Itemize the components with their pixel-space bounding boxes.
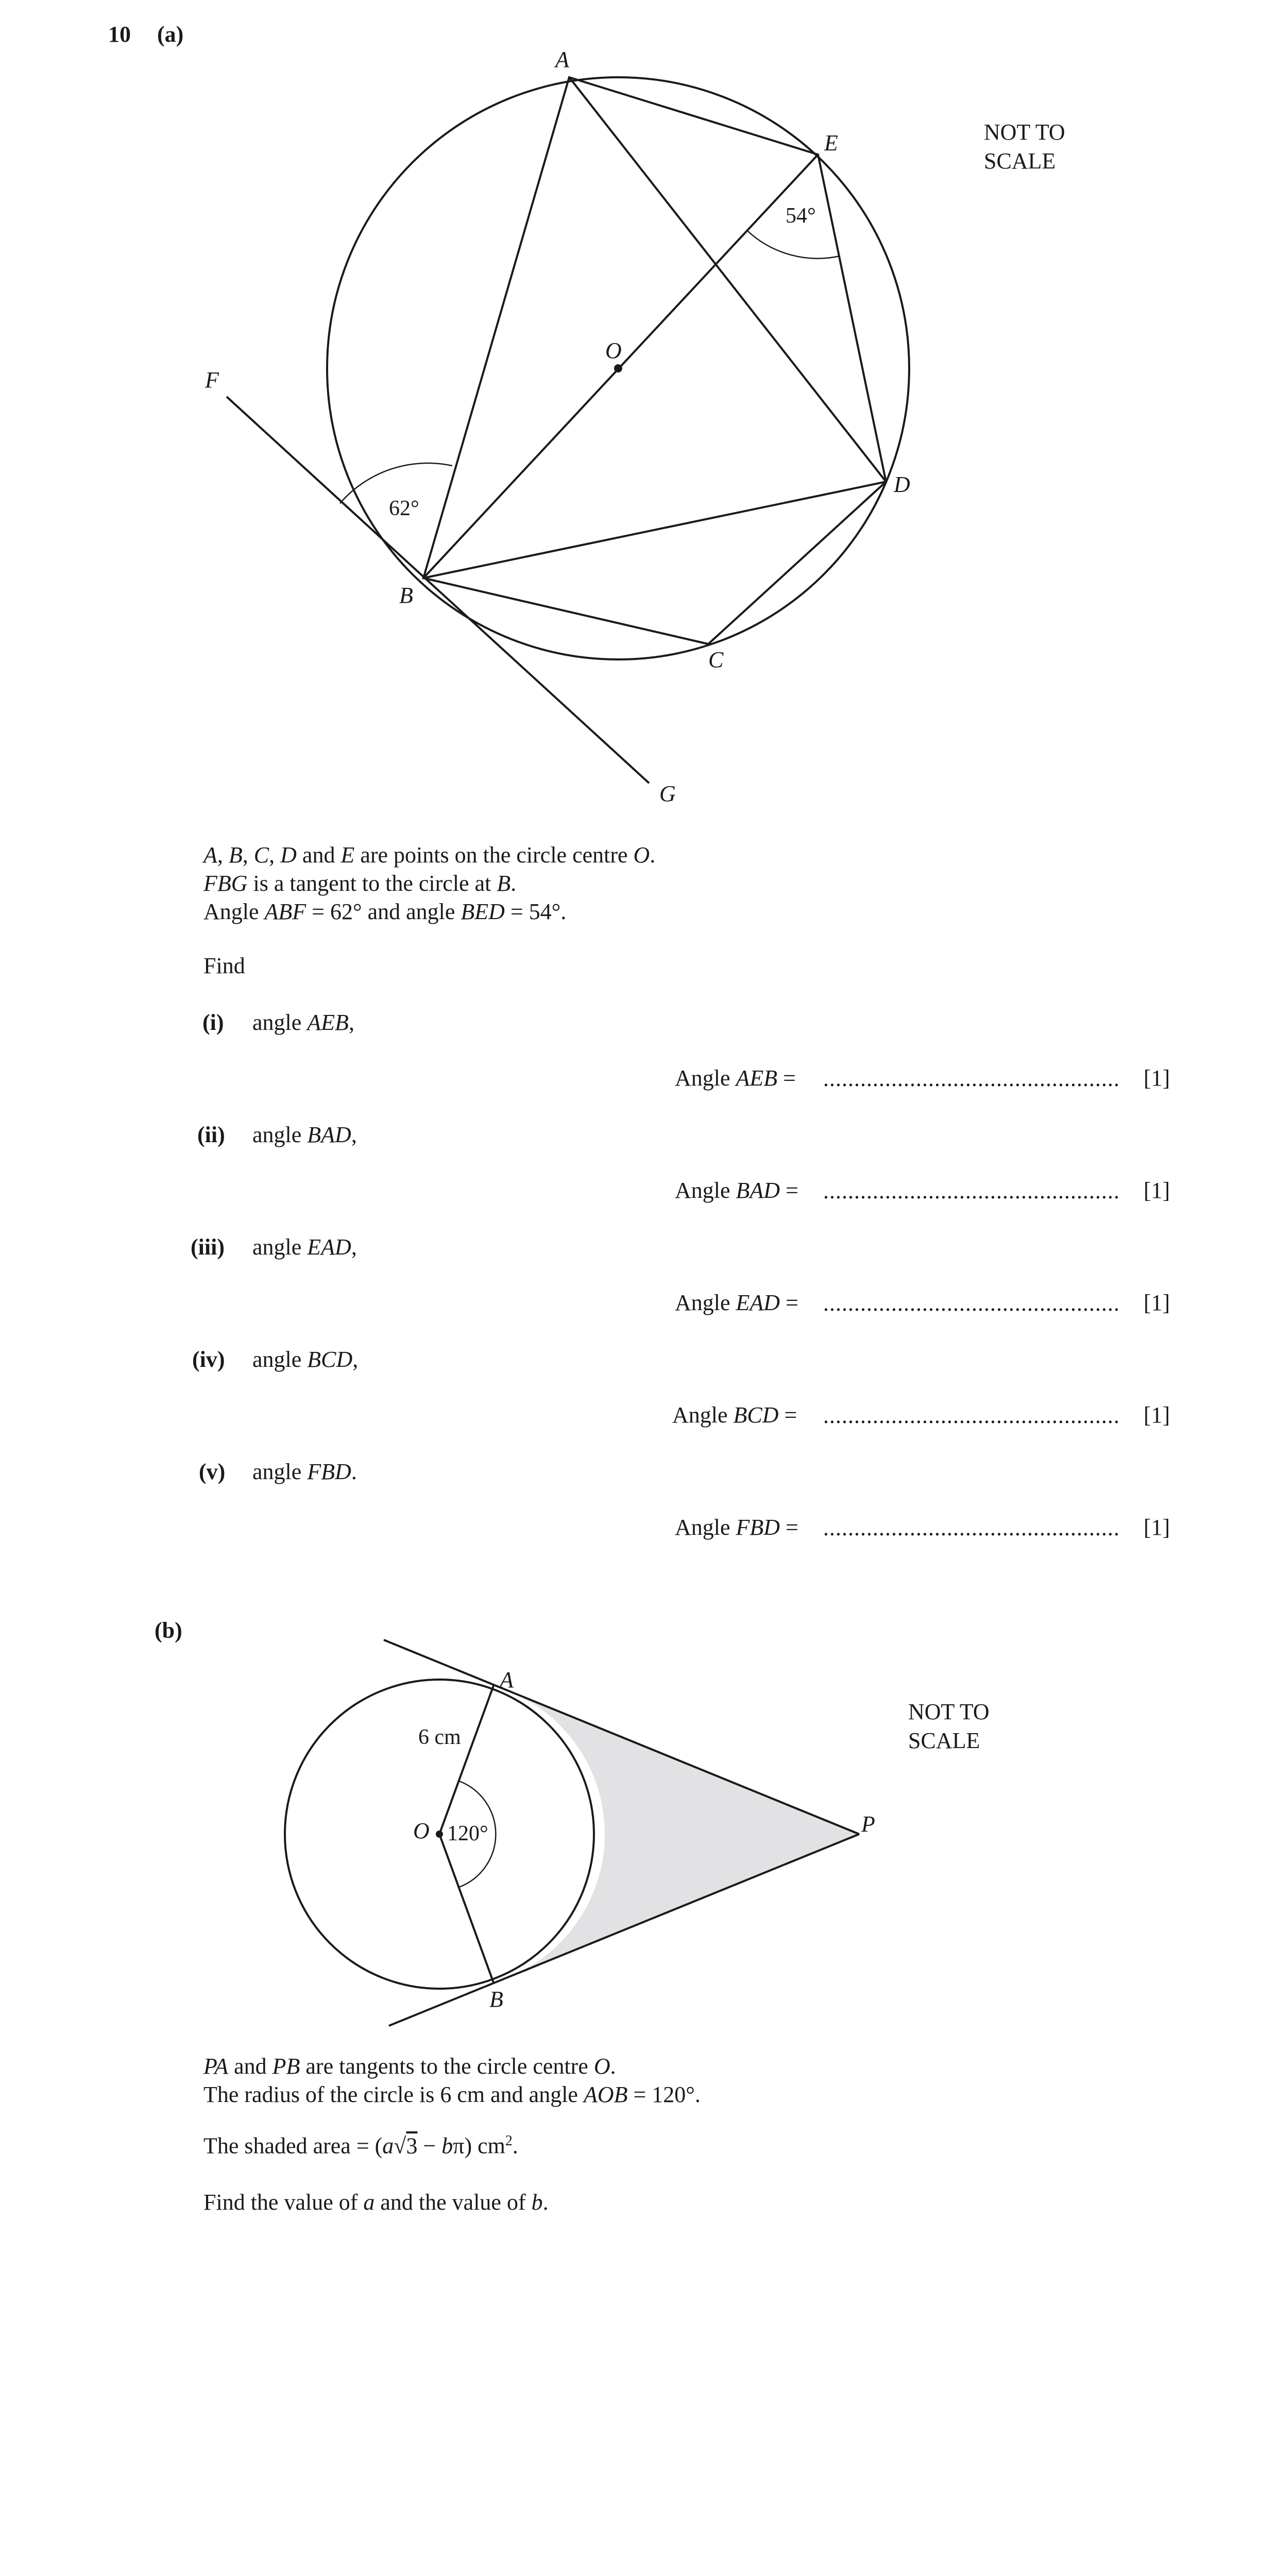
instruction-b: Find the value of a and the value of b. xyxy=(203,2190,549,2215)
label-o-b: O xyxy=(413,1818,430,1843)
radius-ob xyxy=(439,1834,493,1982)
part-iv-num: (iv) xyxy=(192,1347,225,1372)
statement-angles: Angle ABF = 62° and angle BED = 54°. xyxy=(203,899,567,924)
part-i-num: (i) xyxy=(202,1010,224,1035)
statement-tangents: PA and PB are tangents to the circle centre O. xyxy=(203,2054,616,2079)
chord-cd xyxy=(708,482,886,644)
label-d: D xyxy=(894,472,910,497)
chord-bc xyxy=(423,578,708,644)
centre-point xyxy=(614,364,622,372)
label-e: E xyxy=(824,130,838,156)
statements-a xyxy=(203,841,655,926)
shaded-area-expression: The shaded area = (a√3 − bπ) $cm^2$. xyxy=(203,2133,518,2159)
part-ii-text: angle BAD, xyxy=(252,1122,357,1147)
marks-i: [1] xyxy=(1144,1065,1170,1091)
statements-b xyxy=(203,2052,701,2109)
statement-tangent: FBG is a tangent to the circle at B. xyxy=(203,871,517,896)
marks-ii: [1] xyxy=(1144,1178,1170,1203)
marks-iv: [1] xyxy=(1144,1402,1170,1428)
part-ii-num: (ii) xyxy=(197,1122,225,1147)
tangents-diagram xyxy=(0,1623,1278,2035)
chord-ad xyxy=(569,77,886,482)
answer-bad-label: Angle BAD = xyxy=(675,1178,798,1203)
answer-bcd-field[interactable]: ................................................ xyxy=(823,1403,1120,1428)
not-to-scale-b-2: SCALE xyxy=(908,1728,980,1753)
part-v-text: angle FBD. xyxy=(252,1459,357,1484)
part-i-text: angle AEB, xyxy=(252,1010,354,1035)
question-number: 10 xyxy=(108,22,131,47)
label-a: A xyxy=(555,47,569,72)
answer-fbd-label: Angle FBD = xyxy=(675,1515,798,1540)
part-iii-num: (iii) xyxy=(191,1234,225,1260)
not-to-scale-b-1: NOT TO xyxy=(908,1699,990,1724)
label-b-b: B xyxy=(489,1987,503,2012)
label-f: F xyxy=(205,367,219,393)
part-iii-text: angle EAD, xyxy=(252,1234,357,1260)
part-b-label: (b) xyxy=(155,1618,182,1643)
angle-bed-label: 54° xyxy=(786,204,816,228)
label-b: B xyxy=(399,583,413,608)
answer-bad-field[interactable]: ................................................ xyxy=(823,1178,1120,1204)
marks-iii: [1] xyxy=(1144,1290,1170,1315)
centre-point-b xyxy=(436,1831,443,1838)
answer-fbd-field[interactable]: ................................................ xyxy=(823,1515,1120,1540)
label-o: O xyxy=(605,338,622,363)
circle-theorem-diagram xyxy=(0,0,1278,824)
answer-aeb-label: Angle AEB = xyxy=(675,1065,796,1091)
shaded-region xyxy=(493,1686,859,1982)
part-a-label: (a) xyxy=(157,22,184,47)
find-label: Find xyxy=(203,953,245,978)
label-p-b: P xyxy=(861,1811,875,1837)
part-iv-text: angle BCD, xyxy=(252,1347,359,1372)
statement-radius: The radius of the circle is 6 cm and angle AOB = 120°. xyxy=(203,2082,701,2107)
label-a-b: A xyxy=(500,1667,514,1692)
angle-aob-label: 120° xyxy=(447,1822,488,1845)
answer-ead-label: Angle EAD = xyxy=(675,1290,798,1315)
label-c: C xyxy=(708,647,724,672)
statement-points: A, B, C, D and E are points on the circle centre O. xyxy=(203,842,656,868)
not-to-scale-a-2: SCALE xyxy=(984,148,1056,174)
answer-aeb-field[interactable]: ................................................ xyxy=(823,1066,1120,1091)
radius-label: 6 cm xyxy=(418,1725,461,1749)
marks-v: [1] xyxy=(1144,1515,1170,1540)
label-g: G xyxy=(659,781,676,806)
answer-bcd-label: Angle BCD = xyxy=(672,1402,797,1428)
not-to-scale-a-1: NOT TO xyxy=(984,120,1065,145)
radius-oa xyxy=(439,1686,493,1834)
part-v-num: (v) xyxy=(199,1459,226,1484)
tangent-fbg xyxy=(227,397,649,783)
angle-bed-arc xyxy=(747,231,840,259)
angle-abf-label: 62° xyxy=(389,497,419,520)
answer-ead-field[interactable]: ................................................ xyxy=(823,1291,1120,1316)
